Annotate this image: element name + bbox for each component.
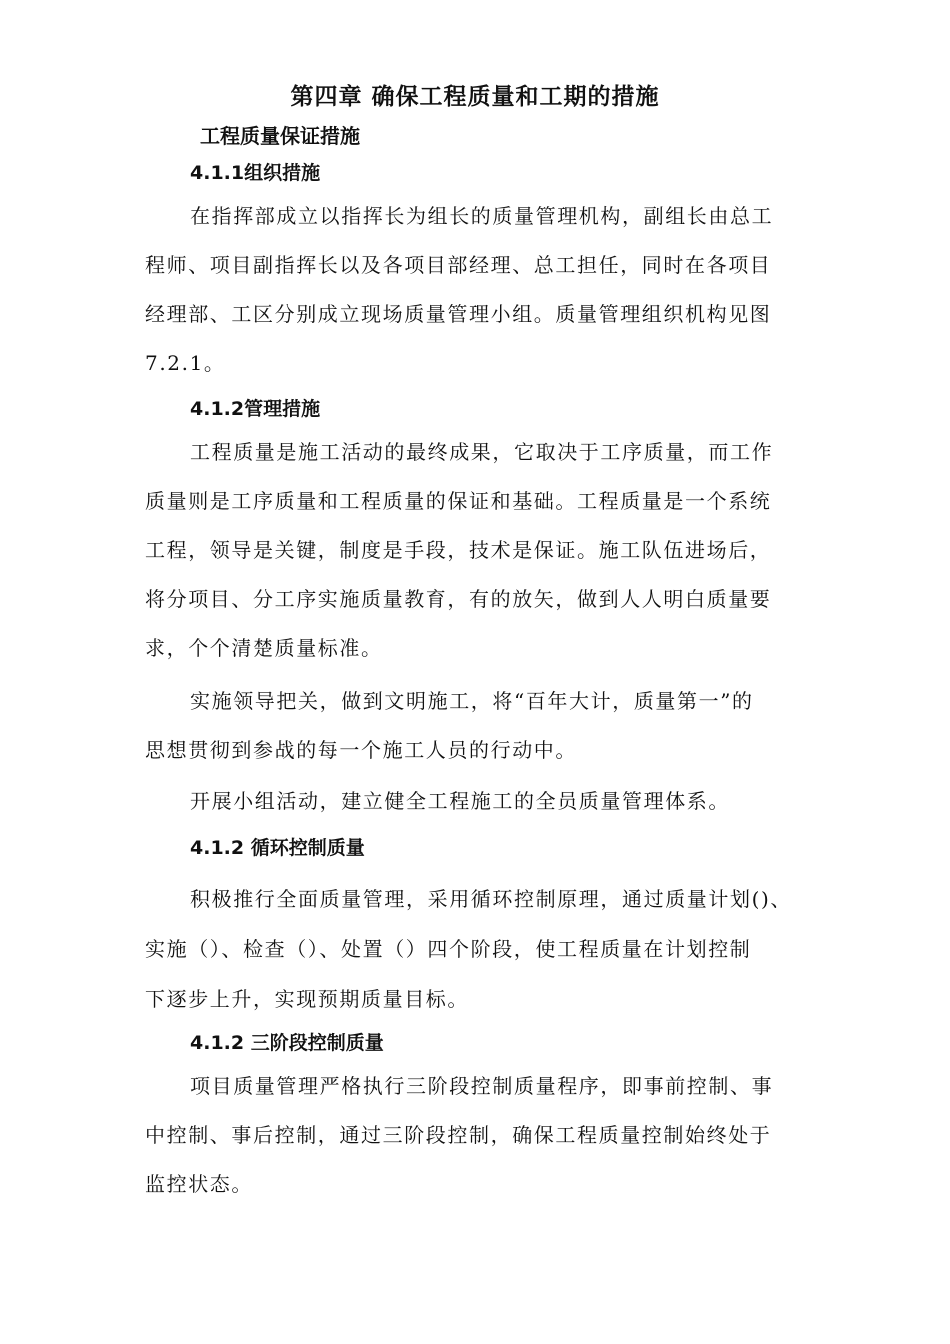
paragraph-line: 下逐步上升，实现预期质量目标。 bbox=[145, 987, 469, 1011]
subsection-heading-management: 4.1.2管理措施 bbox=[190, 398, 321, 420]
paragraph-line: 实施（）、检查（）、处置（）四个阶段，使工程质量在计划控制 bbox=[145, 937, 752, 961]
paragraph-line: 在指挥部成立以指挥长为组长的质量管理机构，副组长由总工 bbox=[190, 204, 774, 228]
subsection-heading-cycle-control: 4.1.2 循环控制质量 bbox=[190, 837, 365, 859]
paragraph-line: 工程，领导是关键，制度是手段，技术是保证。施工队伍进场后， bbox=[145, 538, 772, 562]
paragraph-line: 开展小组活动，建立健全工程施工的全员质量管理体系。 bbox=[190, 789, 730, 813]
paragraph-line: 求，个个清楚质量标准。 bbox=[145, 636, 383, 660]
paragraph-line: 程师、项目副指挥长以及各项目部经理、总工担任，同时在各项目 bbox=[145, 253, 772, 277]
paragraph-line: 质量则是工序质量和工程质量的保证和基础。工程质量是一个系统 bbox=[145, 489, 772, 513]
paragraph-line: 思想贯彻到参战的每一个施工人员的行动中。 bbox=[145, 738, 577, 762]
subsection-heading-three-stage-control: 4.1.2 三阶段控制质量 bbox=[190, 1032, 384, 1054]
paragraph-line: 监控状态。 bbox=[145, 1172, 253, 1196]
paragraph-line: 项目质量管理严格执行三阶段控制质量程序，即事前控制、事 bbox=[190, 1074, 774, 1098]
chapter-title: 第四章 确保工程质量和工期的措施 bbox=[290, 84, 660, 110]
paragraph-line: 中控制、事后控制，通过三阶段控制，确保工程质量控制始终处于 bbox=[145, 1123, 772, 1147]
paragraph-line: 积极推行全面质量管理，采用循环控制原理，通过质量计划()、 bbox=[190, 887, 793, 911]
paragraph-line: 7.2.1。 bbox=[145, 351, 226, 375]
section-title: 工程质量保证措施 bbox=[200, 124, 360, 148]
paragraph-line: 将分项目、分工序实施质量教育，有的放矢，做到人人明白质量要 bbox=[145, 587, 772, 611]
paragraph-line: 工程质量是施工活动的最终成果，它取决于工序质量，而工作 bbox=[190, 440, 774, 464]
subsection-heading-organization: 4.1.1组织措施 bbox=[190, 162, 321, 184]
paragraph-line: 实施领导把关，做到文明施工，将“百年大计，质量第一”的 bbox=[190, 689, 754, 713]
paragraph-line: 经理部、工区分别成立现场质量管理小组。质量管理组织机构见图 bbox=[145, 302, 772, 326]
